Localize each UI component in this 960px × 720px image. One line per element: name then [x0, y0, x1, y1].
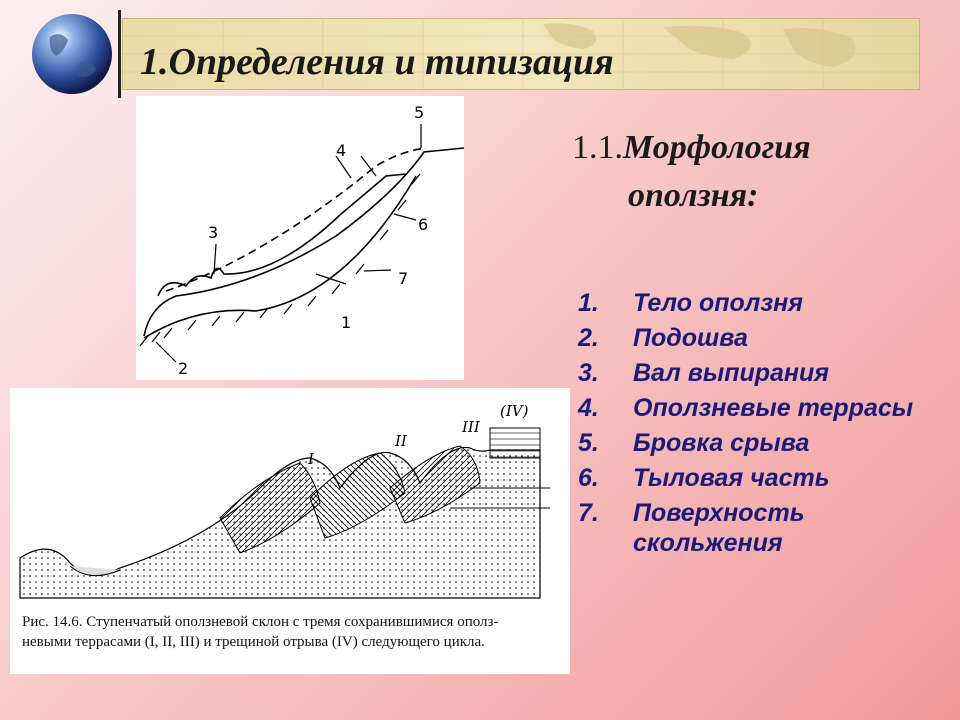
list-item [578, 393, 948, 423]
subtitle-line-2: оползня: [628, 177, 759, 214]
list-item-number: 5. [578, 429, 599, 457]
caption-line-1: Рис. 14.6. Ступенчатый оползневой склон с тремя сохранившимися ополз- [22, 614, 499, 630]
subtitle-number: 1.1. [572, 129, 623, 166]
list-item [578, 288, 948, 318]
list-item-number: 6. [578, 464, 599, 492]
list-item-number: 1. [578, 289, 599, 317]
label-6: 6 [418, 215, 429, 234]
list-item [578, 463, 948, 493]
label-2: 2 [178, 359, 189, 378]
list-item [578, 358, 948, 388]
label-1: 1 [341, 313, 352, 332]
title-divider [118, 10, 121, 98]
terrace-label-3: III [462, 418, 480, 436]
list-item-number: 4. [578, 394, 599, 422]
subtitle-line-1: Морфология [623, 129, 811, 166]
list-item-text: Поверхность скольжения [633, 499, 805, 557]
list-item [578, 498, 948, 558]
terrace-label-4: (IV) [500, 402, 529, 420]
list-item-text: Тело оползня [633, 289, 803, 317]
list-item [578, 323, 948, 353]
list-item-number: 2. [578, 324, 599, 352]
caption-line-2: невыми террасами (I, II, III) и трещиной отрыва (IV) следующего цикла. [22, 634, 485, 650]
label-7: 7 [398, 269, 409, 288]
terrace-label-1: I [308, 450, 314, 468]
figure-caption [22, 612, 562, 652]
label-5: 5 [414, 103, 425, 122]
list-item [578, 428, 948, 458]
terrace-label-2: II [395, 432, 407, 450]
label-4: 4 [336, 141, 347, 160]
list-item-text: Оползневые террасы [633, 394, 914, 422]
list-item-text: Подошва [633, 324, 748, 352]
section-subtitle [572, 124, 932, 220]
globe-icon [30, 12, 114, 96]
list-item-number: 3. [578, 359, 599, 387]
slide-title: 1.Определения и типизация [140, 41, 614, 83]
list-item-text: Тыловая часть [633, 464, 830, 492]
list-item-text: Вал выпирания [633, 359, 830, 387]
list-item-number: 7. [578, 499, 599, 527]
landslide-diagram [136, 96, 464, 380]
list-item-text: Бровка срыва [633, 429, 810, 457]
morphology-list [578, 288, 948, 563]
label-3: 3 [208, 223, 219, 242]
